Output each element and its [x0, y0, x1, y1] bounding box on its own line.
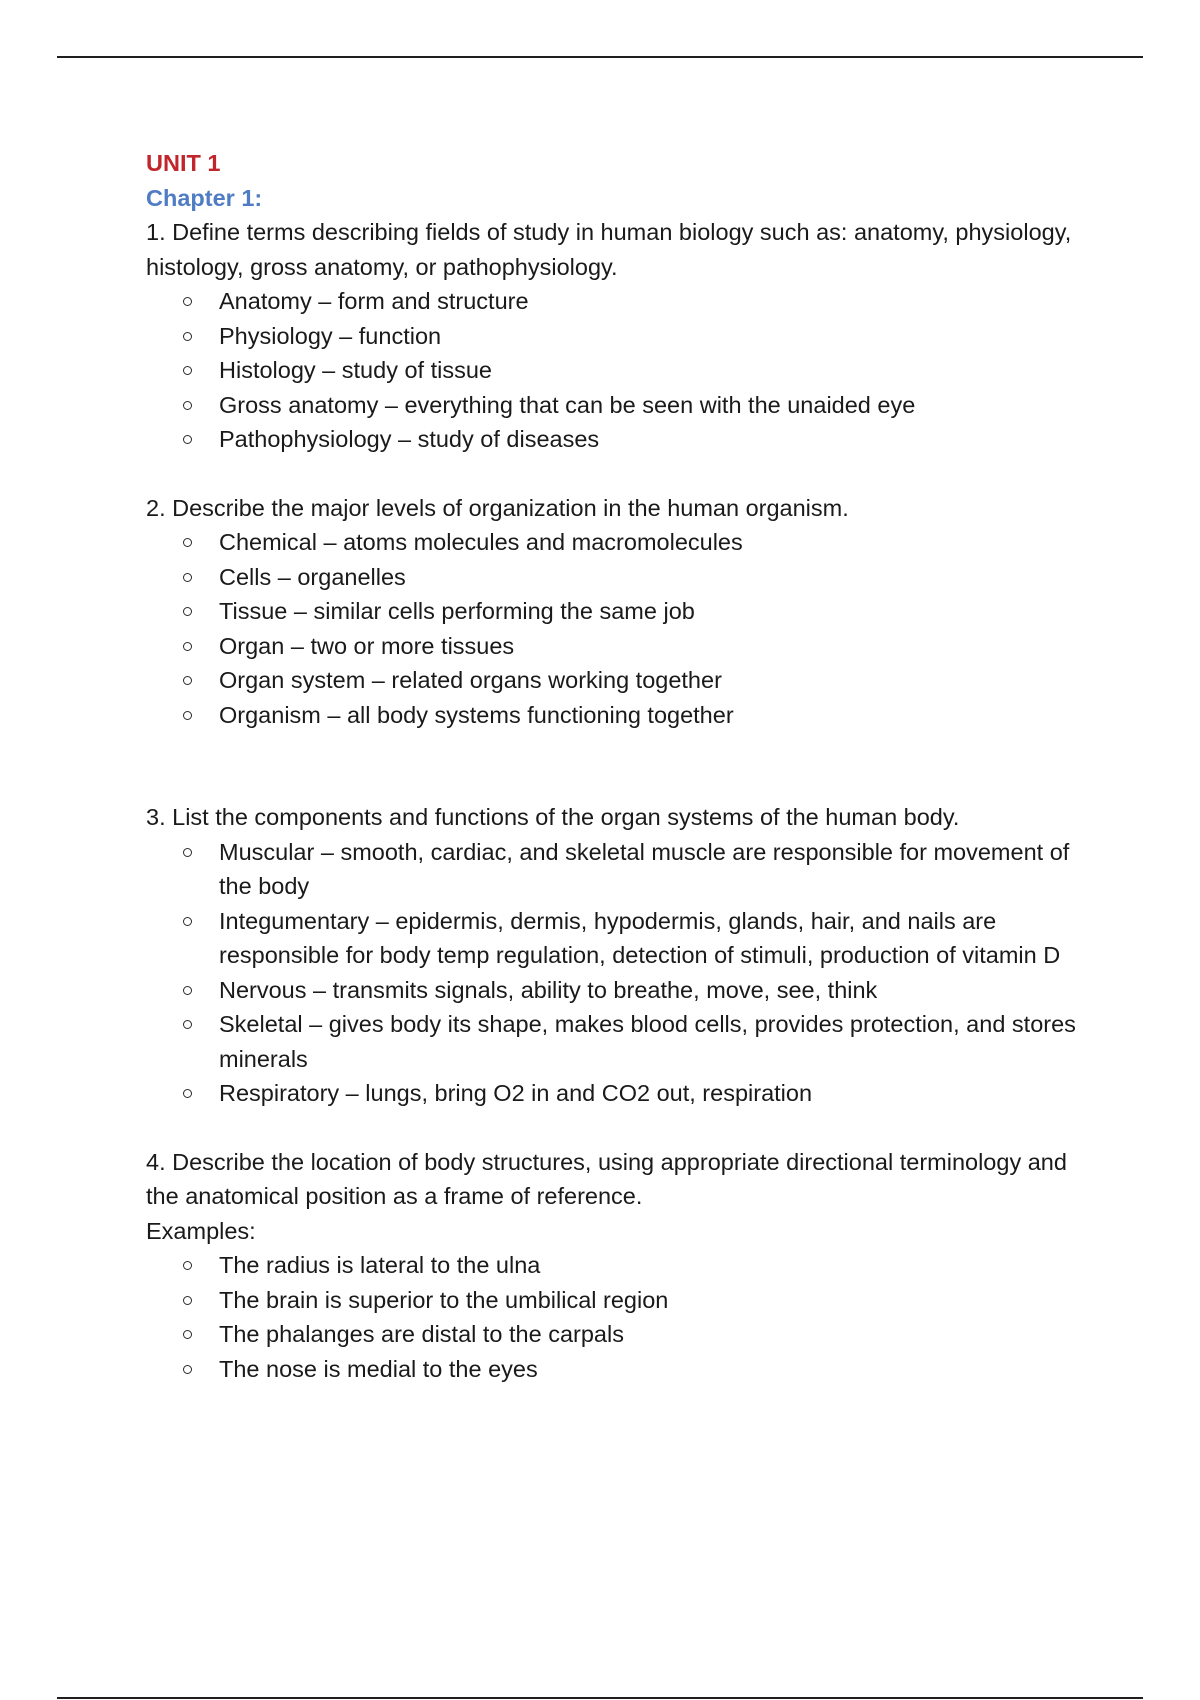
answer-list-1: [146, 284, 1086, 457]
hollow-circle-bullet-icon: [183, 848, 192, 857]
bottom-rule: [57, 1697, 1143, 1699]
list-item-text: Histology – study of tissue: [219, 357, 492, 383]
list-item: [146, 388, 1086, 423]
spacer: [146, 732, 1086, 800]
list-item: [146, 284, 1086, 319]
list-item: [146, 835, 1086, 904]
question-1: 1. Define terms describing fields of study in human biology such as: anatomy, physiology, histology, gross anatomy, or pathophysiology.: [146, 219, 1072, 280]
spacer: [146, 457, 1086, 491]
list-item: [146, 422, 1086, 457]
document-body: [146, 146, 1086, 1386]
hollow-circle-bullet-icon: [183, 401, 192, 410]
list-item-text: Chemical – atoms molecules and macromolecules: [219, 529, 743, 555]
list-item: [146, 1352, 1086, 1387]
hollow-circle-bullet-icon: [183, 986, 192, 995]
list-item-text: Pathophysiology – study of diseases: [219, 426, 600, 452]
answer-list-3: [146, 835, 1086, 1111]
list-item: [146, 1076, 1086, 1111]
hollow-circle-bullet-icon: [183, 366, 192, 375]
hollow-circle-bullet-icon: [183, 573, 192, 582]
list-item: [146, 973, 1086, 1008]
hollow-circle-bullet-icon: [183, 1020, 192, 1029]
hollow-circle-bullet-icon: [183, 1330, 192, 1339]
unit-title: UNIT 1: [146, 150, 221, 176]
hollow-circle-bullet-icon: [183, 1296, 192, 1305]
hollow-circle-bullet-icon: [183, 297, 192, 306]
list-item: [146, 1317, 1086, 1352]
list-item-text: Nervous – transmits signals, ability to breathe, move, see, think: [219, 976, 878, 1003]
question-2: 2. Describe the major levels of organization in the human organism.: [146, 494, 849, 521]
hollow-circle-bullet-icon: [183, 1261, 192, 1270]
list-item-text: Organism – all body systems functioning together: [219, 701, 734, 728]
list-item-text: Respiratory – lungs, bring O2 in and CO2 out, respiration: [219, 1080, 813, 1106]
list-item: [146, 353, 1086, 388]
list-item-text: The brain is superior to the umbilical region: [219, 1286, 669, 1313]
question-section-1: [146, 215, 1086, 457]
list-item: [146, 560, 1086, 595]
list-item-text: The phalanges are distal to the carpals: [219, 1321, 624, 1347]
top-rule: [57, 56, 1143, 58]
list-item-text: Gross anatomy – everything that can be seen with the unaided eye: [219, 391, 916, 418]
chapter-title: Chapter 1:: [146, 184, 263, 211]
list-item: [146, 904, 1086, 973]
answer-list-2: [146, 525, 1086, 732]
hollow-circle-bullet-icon: [183, 642, 192, 651]
hollow-circle-bullet-icon: [183, 917, 192, 926]
question-3: 3. List the components and functions of the organ systems of the human body.: [146, 804, 960, 830]
list-item-text: Cells – organelles: [219, 563, 406, 590]
question-section-2: [146, 491, 1086, 733]
hollow-circle-bullet-icon: [183, 1365, 192, 1374]
list-item-text: Tissue – similar cells performing the same job: [219, 598, 695, 624]
list-item-text: Organ – two or more tissues: [219, 632, 515, 659]
list-item: [146, 663, 1086, 698]
hollow-circle-bullet-icon: [183, 607, 192, 616]
list-item: [146, 1007, 1086, 1076]
list-item: [146, 525, 1086, 560]
question-section-4: [146, 1145, 1086, 1387]
question-section-3: [146, 800, 1086, 1111]
hollow-circle-bullet-icon: [183, 332, 192, 341]
hollow-circle-bullet-icon: [183, 435, 192, 444]
spacer: [146, 1111, 1086, 1145]
list-item-text: Anatomy – form and structure: [219, 288, 529, 314]
hollow-circle-bullet-icon: [183, 711, 192, 720]
answer-list-4: [146, 1248, 1086, 1386]
list-item-text: Skeletal – gives body its shape, makes blood cells, provides protection, and stores minerals: [219, 1011, 1076, 1072]
hollow-circle-bullet-icon: [183, 676, 192, 685]
hollow-circle-bullet-icon: [183, 1089, 192, 1098]
list-item: [146, 1248, 1086, 1283]
list-item-text: The nose is medial to the eyes: [219, 1355, 538, 1382]
list-item: [146, 319, 1086, 354]
list-item-text: Physiology – function: [219, 322, 442, 349]
list-item-text: Integumentary – epidermis, dermis, hypodermis, glands, hair, and nails are responsible for body temp regulation, detection of stimuli, production of vitamin D: [219, 907, 1061, 968]
question-4: 4. Describe the location of body structures, using appropriate directional terminology and the anatomical position as a frame of reference.: [146, 1148, 1067, 1209]
examples-label: Examples:: [146, 1217, 256, 1244]
list-item: [146, 698, 1086, 733]
list-item: [146, 594, 1086, 629]
list-item-text: The radius is lateral to the ulna: [219, 1252, 541, 1278]
list-item-text: Muscular – smooth, cardiac, and skeletal muscle are responsible for movement of the body: [219, 838, 1070, 899]
list-item-text: Organ system – related organs working together: [219, 667, 722, 693]
list-item: [146, 1283, 1086, 1318]
list-item: [146, 629, 1086, 664]
hollow-circle-bullet-icon: [183, 538, 192, 547]
